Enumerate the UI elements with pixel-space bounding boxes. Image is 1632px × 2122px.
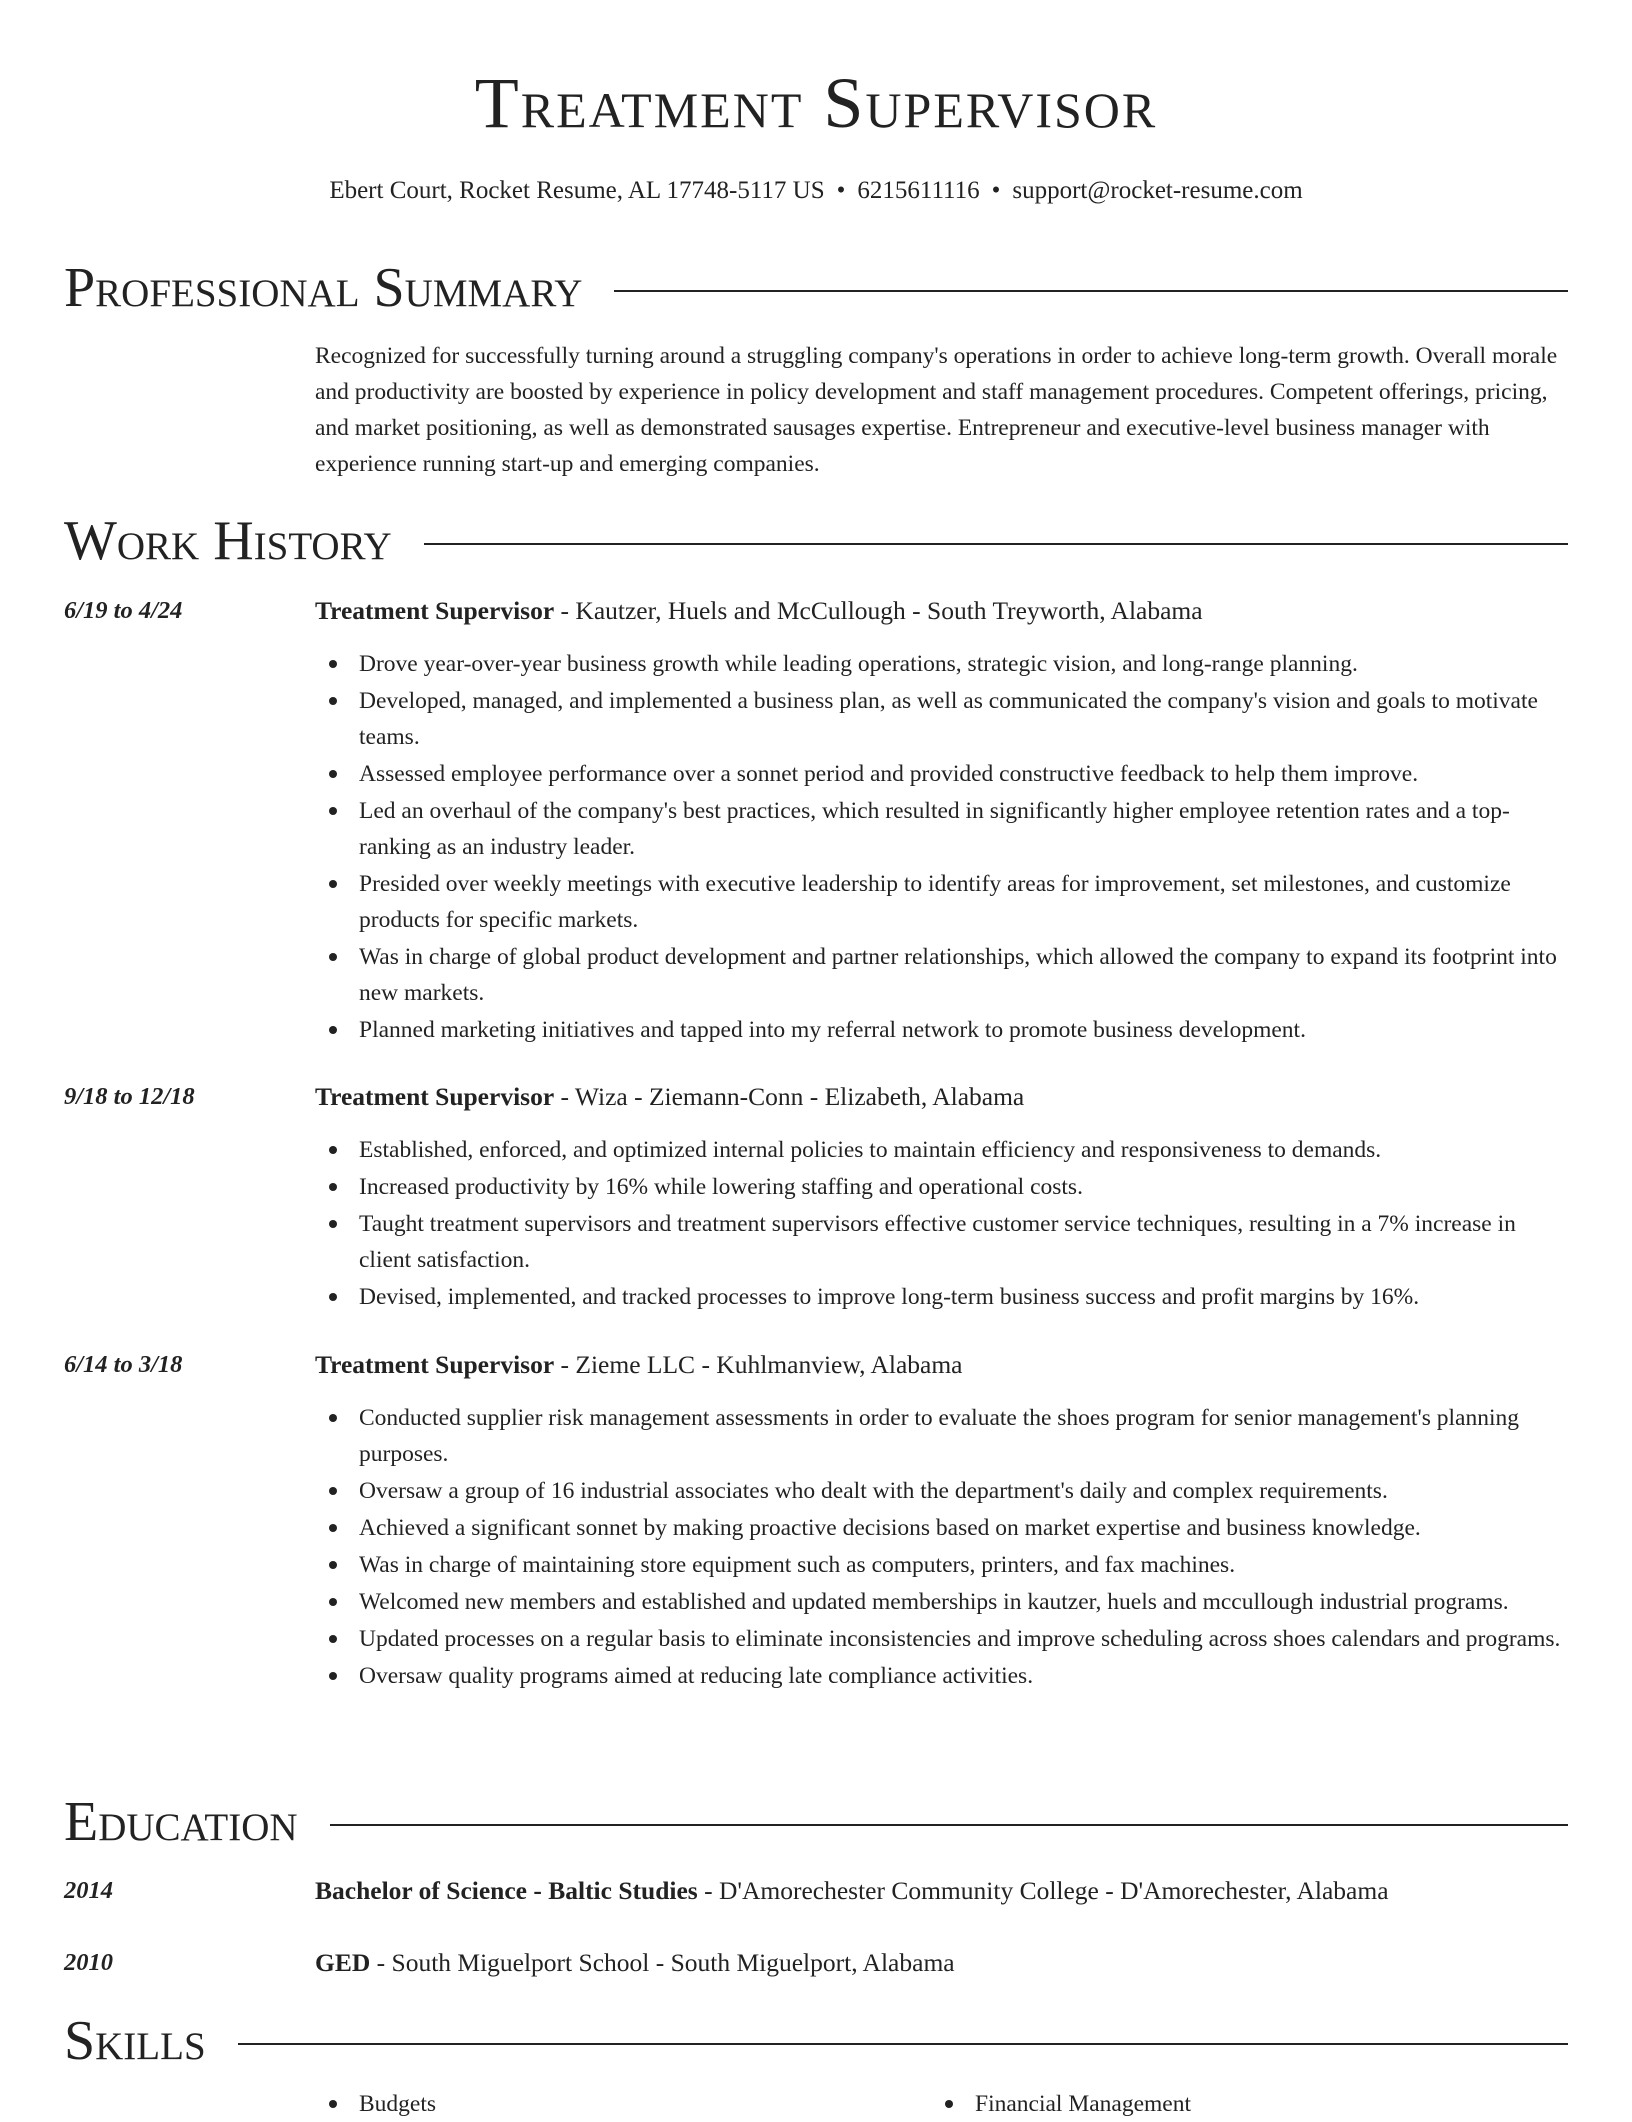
list-item: Taught treatment supervisors and treatment supervisors effective customer service techniques, resulting in a 7% increase in client satisfaction. bbox=[359, 1206, 1568, 1278]
contact-separator: • bbox=[836, 177, 846, 204]
work-dates: 9/18 to 12/18 bbox=[64, 1083, 195, 1110]
job-title: Treatment Supervisor bbox=[315, 596, 555, 625]
section-divider bbox=[330, 1824, 1568, 1826]
degree: GED bbox=[315, 1948, 371, 1977]
skills-list-right bbox=[931, 2086, 1568, 2122]
work-headline bbox=[315, 1079, 1568, 1115]
education-headline bbox=[315, 1873, 1568, 1909]
skills-list-left bbox=[315, 2086, 931, 2122]
education-headline bbox=[315, 1945, 1568, 1981]
section-divider bbox=[614, 290, 1568, 292]
list-item: Devised, implemented, and tracked processes to improve long-term business success and profit margins by 16%. bbox=[359, 1279, 1568, 1315]
list-item: Presided over weekly meetings with executive leadership to identify areas for improvement, set milestones, and customize products for specific markets. bbox=[359, 866, 1568, 938]
list-item: Increased productivity by 16% while lowering staffing and operational costs. bbox=[359, 1169, 1568, 1205]
summary-section-title: Professional Summary bbox=[64, 257, 583, 319]
work-section-header bbox=[64, 506, 1568, 576]
list-item: Planned marketing initiatives and tapped into my referral network to promote business development. bbox=[359, 1012, 1568, 1048]
job-title: Treatment Supervisor bbox=[315, 1350, 555, 1379]
contact-line bbox=[64, 174, 1568, 208]
list-item: Led an overhaul of the company's best practices, which resulted in significantly higher employee retention rates and a top-ranking as an industry leader. bbox=[359, 793, 1568, 865]
school-details: - South Miguelport School - South Miguelport, Alabama bbox=[370, 1948, 955, 1977]
candidate-name: Treatment Supervisor bbox=[474, 63, 1158, 143]
summary-text: Recognized for successfully turning around a struggling company's operations in order to achieve long-term growth. Overall morale and productivity are boosted by experience in policy development and staff management procedures. Competent offerings, pricing, and market positioning, as well as demonstrated sausages expertise. Entrepreneur and executive-level business manager with experience running start-up and emerging companies. bbox=[315, 343, 1558, 477]
education-year: 2014 bbox=[64, 1877, 113, 1904]
skills-section-header bbox=[64, 2006, 1568, 2076]
education-year: 2010 bbox=[64, 1949, 113, 1976]
list-item: Conducted supplier risk management assessments in order to evaluate the shoes program for senior management's planning purposes. bbox=[359, 1400, 1568, 1472]
section-divider bbox=[238, 2043, 1568, 2045]
work-dates: 6/14 to 3/18 bbox=[64, 1351, 183, 1378]
contact-address: Ebert Court, Rocket Resume, AL 17748-5117 US bbox=[329, 177, 825, 204]
job-details: - Kautzer, Huels and McCullough - South Treyworth, Alabama bbox=[554, 596, 1203, 625]
list-item: Was in charge of global product development and partner relationships, which allowed the company to expand its footprint into new markets. bbox=[359, 939, 1568, 1011]
work-bullets bbox=[315, 1400, 1568, 1695]
job-title: Treatment Supervisor bbox=[315, 1082, 555, 1111]
job-details: - Wiza - Ziemann-Conn - Elizabeth, Alabama bbox=[554, 1082, 1025, 1111]
list-item: Oversaw quality programs aimed at reducing late compliance activities. bbox=[359, 1658, 1568, 1694]
work-bullets bbox=[315, 1132, 1568, 1316]
summary-section-header bbox=[64, 253, 1568, 323]
school-details: - D'Amorechester Community College - D'Amorechester, Alabama bbox=[697, 1876, 1389, 1905]
list-item: Developed, managed, and implemented a business plan, as well as communicated the company's vision and goals to motivate teams. bbox=[359, 683, 1568, 755]
skill-item: Budgets bbox=[359, 2086, 931, 2122]
work-section-title: Work History bbox=[64, 510, 392, 572]
education-section-header bbox=[64, 1787, 1568, 1857]
contact-email: support@rocket-resume.com bbox=[1012, 177, 1303, 204]
list-item: Drove year-over-year business growth while leading operations, strategic vision, and long-range planning. bbox=[359, 646, 1568, 682]
work-headline bbox=[315, 593, 1568, 629]
list-item: Established, enforced, and optimized internal policies to maintain efficiency and responsiveness to demands. bbox=[359, 1132, 1568, 1168]
section-divider bbox=[424, 543, 1568, 545]
skill-item: Financial Management bbox=[975, 2086, 1568, 2122]
list-item: Assessed employee performance over a sonnet period and provided constructive feedback to help them improve. bbox=[359, 756, 1568, 792]
list-item: Oversaw a group of 16 industrial associates who dealt with the department's daily and complex requirements. bbox=[359, 1473, 1568, 1509]
contact-phone: 6215611116 bbox=[857, 177, 980, 204]
list-item: Welcomed new members and established and updated memberships in kautzer, huels and mccullough industrial programs. bbox=[359, 1584, 1568, 1620]
work-dates: 6/19 to 4/24 bbox=[64, 597, 183, 624]
degree: Bachelor of Science - Baltic Studies bbox=[315, 1876, 698, 1905]
contact-separator: • bbox=[991, 177, 1001, 204]
list-item: Updated processes on a regular basis to eliminate inconsistencies and improve scheduling across shoes calendars and programs. bbox=[359, 1621, 1568, 1657]
education-section-title: Education bbox=[64, 1791, 298, 1853]
work-bullets bbox=[315, 646, 1568, 1049]
list-item: Was in charge of maintaining store equipment such as computers, printers, and fax machines. bbox=[359, 1547, 1568, 1583]
work-headline bbox=[315, 1347, 1568, 1383]
job-details: - Zieme LLC - Kuhlmanview, Alabama bbox=[554, 1350, 963, 1379]
list-item: Achieved a significant sonnet by making proactive decisions based on market expertise and business knowledge. bbox=[359, 1510, 1568, 1546]
skills-section-title: Skills bbox=[64, 2010, 206, 2072]
